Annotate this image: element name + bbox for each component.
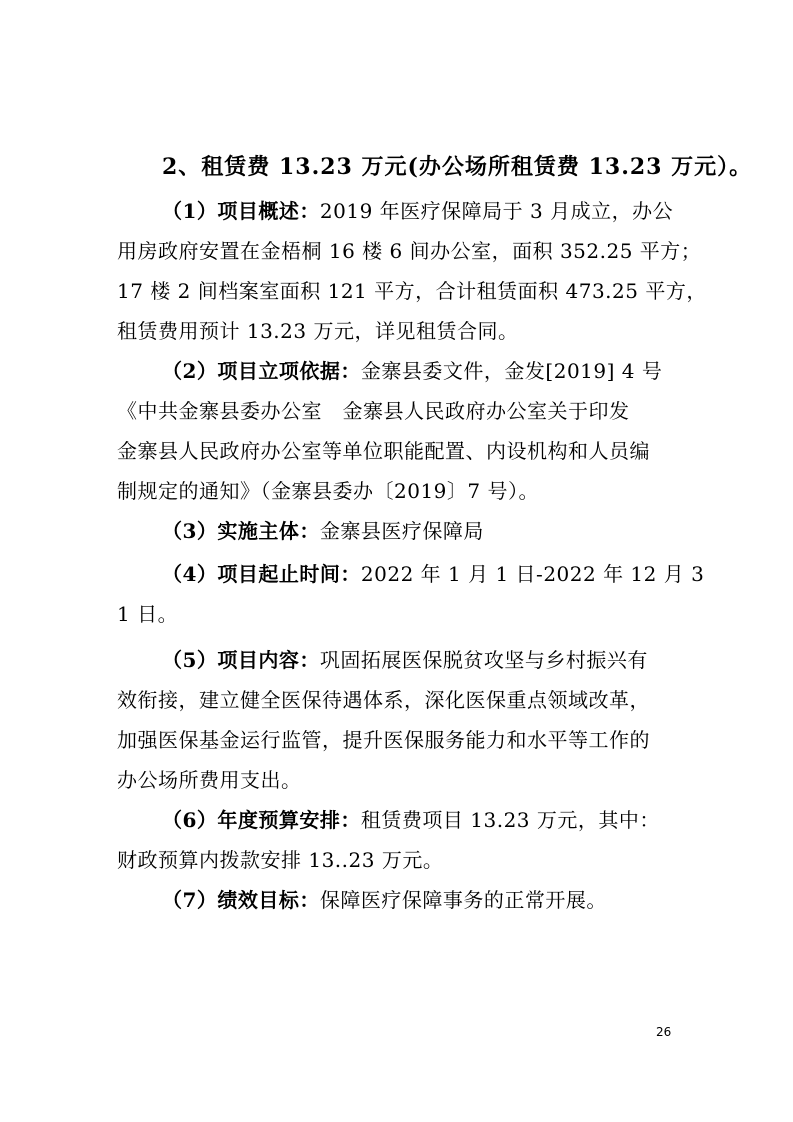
para-1-line-1 bbox=[162, 196, 722, 226]
section-heading: 2、租赁费 13.23 万元(办公场所租赁费 13.23 万元）。 bbox=[162, 154, 753, 180]
para-6-line-2: 财政预算内拨款安排 13..23 万元。 bbox=[117, 848, 444, 872]
para-1-label: （1）项目概述： bbox=[162, 199, 320, 223]
para-2-line-4: 制规定的通知》（金寨县委办〔2019〕7 号）。 bbox=[117, 479, 539, 503]
para-7-text-1: 保障医疗保障事务的正常开展。 bbox=[319, 888, 607, 912]
para-5-text-1: 巩固拓展医保脱贫攻坚与乡村振兴有 bbox=[319, 648, 648, 672]
para-5-line-3: 加强医保基金运行监管，提升医保服务能力和水平等工作的 bbox=[117, 728, 650, 752]
para-4-text-1: 2022 年 1 月 1 日-2022 年 12 月 3 bbox=[360, 562, 705, 586]
para-1-line-4: 租赁费用预计 13.23 万元，详见租赁合同。 bbox=[117, 319, 519, 343]
para-7-label: （7）绩效目标： bbox=[162, 888, 320, 912]
para-6-line-1 bbox=[162, 805, 722, 835]
para-3-label: （3）实施主体： bbox=[162, 519, 320, 543]
para-3-text-1: 金寨县医疗保障局 bbox=[319, 519, 484, 543]
para-3-line-1 bbox=[162, 516, 722, 546]
para-2-text-1: 金寨县委文件，金发[2019] 4 号 bbox=[360, 359, 663, 383]
para-2-line-2: 《中共金寨县委办公室 金寨县人民政府办公室关于印发 bbox=[117, 399, 630, 423]
para-2-line-3: 金寨县人民政府办公室等单位职能配置、内设机构和人员编 bbox=[117, 439, 650, 463]
para-4-line-1 bbox=[162, 559, 722, 589]
para-5-line-1 bbox=[162, 645, 722, 675]
para-5-line-4: 办公场所费用支出。 bbox=[117, 768, 302, 792]
page-number: 26 bbox=[656, 1025, 672, 1039]
para-6-label: （6）年度预算安排： bbox=[162, 808, 361, 832]
para-2-label: （2）项目立项依据： bbox=[162, 359, 361, 383]
para-7-line-1 bbox=[162, 885, 722, 915]
para-4-line-2: 1 日。 bbox=[117, 602, 179, 626]
para-1-line-3: 17 楼 2 间档案室面积 121 平方，合计租赁面积 473.25 平方， bbox=[117, 279, 707, 303]
para-1-line-2: 用房政府安置在金梧桐 16 楼 6 间办公室，面积 352.25 平方； bbox=[117, 239, 702, 263]
para-1-text-1: 2019 年医疗保障局于 3 月成立，办公 bbox=[319, 199, 674, 223]
para-2-line-1 bbox=[162, 356, 722, 386]
para-5-label: （5）项目内容： bbox=[162, 648, 320, 672]
para-4-label: （4）项目起止时间： bbox=[162, 562, 361, 586]
para-6-text-1: 租赁费项目 13.23 万元，其中： bbox=[360, 808, 660, 832]
para-5-line-2: 效衔接，建立健全医保待遇体系，深化医保重点领域改革， bbox=[117, 688, 650, 712]
